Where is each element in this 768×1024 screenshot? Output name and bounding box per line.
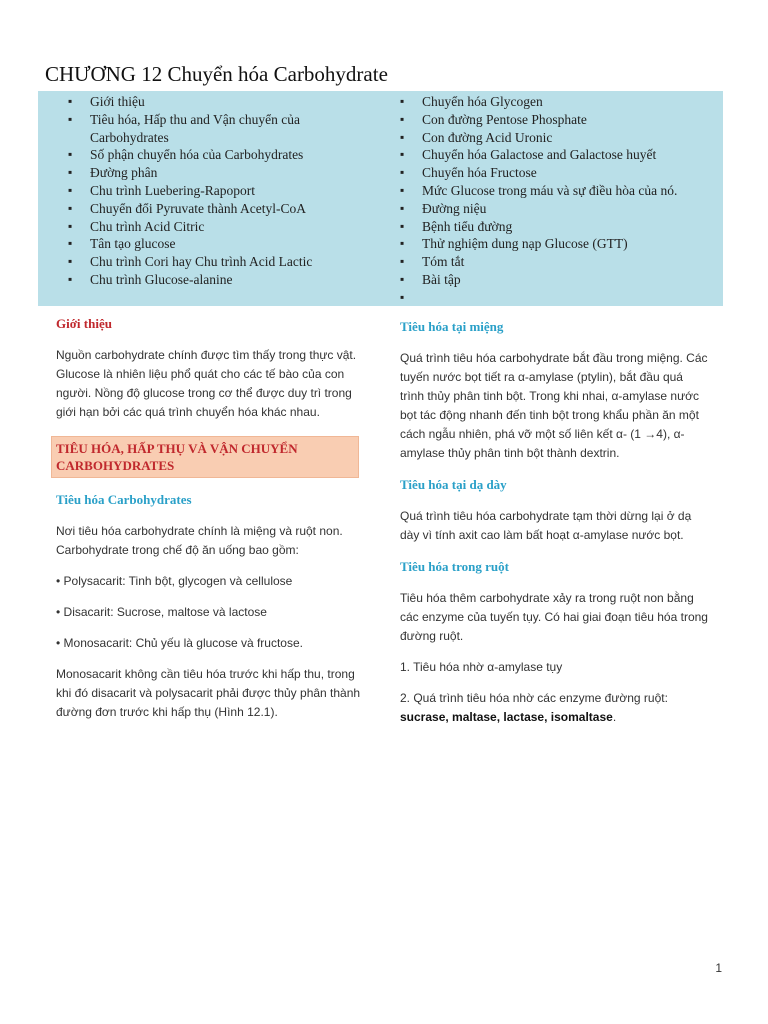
step-two-text: 2. Quá trình tiêu hóa nhờ các enzyme đường ruột:: [400, 691, 668, 705]
page-title: CHƯƠNG 12 Chuyển hóa Carbohydrate: [45, 62, 388, 87]
bullet-disaccharide: • Disacarit: Sucrose, maltose và lactose: [56, 605, 267, 619]
toc-item[interactable]: ▪ Chuyển hóa Glycogen: [400, 93, 718, 111]
toc-item[interactable]: ▪ Chu trình Acid Citric: [68, 218, 368, 236]
intestine-paragraph: Tiêu hóa thêm carbohydrate xảy ra trong ruột non bằng các enzyme của tuyến tụy. Có hai giai đoạn tiêu hóa trong đường ruột.: [400, 591, 708, 643]
toc-item[interactable]: ▪ Số phận chuyển hóa của Carbohydrates: [68, 146, 368, 164]
intestine-heading: Tiêu hóa trong ruột: [400, 559, 509, 574]
toc-item[interactable]: ▪ Giới thiệu: [68, 93, 368, 111]
toc-item[interactable]: ▪ Chuyển đổi Pyruvate thành Acetyl-CoA: [68, 200, 368, 218]
enzyme-list: sucrase, maltase, lactase, isomaltase: [400, 710, 613, 724]
bullet-monosaccharide: • Monosacarit: Chủ yếu là glucose và fructose.: [56, 636, 303, 650]
right-column: [400, 316, 710, 727]
toc-item[interactable]: ▪ Đường phân: [68, 164, 368, 182]
intro-heading: Giới thiệu: [56, 316, 112, 331]
enzyme-list-end: .: [612, 710, 617, 724]
toc-item[interactable]: ▪ Chu trình Cori hay Chu trình Acid Lactic: [68, 253, 368, 271]
toc-item[interactable]: ▪ Chu trình Glucose-alanine: [68, 271, 368, 289]
step-two: [400, 689, 710, 727]
digestion-paragraph: Nơi tiêu hóa carbohydrate chính là miệng và ruột non. Carbohydrate trong chế độ ăn uống bao gồm:: [56, 524, 343, 557]
toc-left-column: [68, 93, 368, 289]
step-one: 1. Tiêu hóa nhờ α-amylase tụy: [400, 660, 563, 674]
toc-item[interactable]: ▪ Con đường Pentose Phosphate: [400, 111, 718, 129]
intro-paragraph: Nguồn carbohydrate chính được tìm thấy trong thực vật. Glucose là nhiên liệu phổ quát cho các tế bào của con người. Nồng độ glucose trong cơ thể được duy trì trong giới hạn bởi các quá trình chuyển hóa khác nhau.: [56, 348, 357, 419]
section-heading-banner: TIÊU HÓA, HẤP THỤ VÀ VẬN CHUYỂN CARBOHYDRATES: [51, 436, 359, 478]
toc-item[interactable]: ▪ Thử nghiệm dung nạp Glucose (GTT): [400, 235, 718, 253]
toc-item[interactable]: ▪ Tiêu hóa, Hấp thu and Vận chuyển của Carbohydrates: [68, 111, 368, 147]
page-number: 1: [715, 961, 722, 975]
left-column: [56, 316, 364, 722]
toc-item[interactable]: ▪ Tóm tắt: [400, 253, 718, 271]
toc-item[interactable]: ▪ Bài tập: [400, 271, 718, 289]
toc-item[interactable]: ▪ Chuyển hóa Galactose and Galactose huyết: [400, 146, 718, 164]
toc-item[interactable]: ▪ Bệnh tiểu đường: [400, 218, 718, 236]
toc-item[interactable]: ▪ Chu trình Luebering-Rapoport: [68, 182, 368, 200]
closing-paragraph: Monosacarit không cần tiêu hóa trước khi hấp thu, trong khi đó disacarit và polysacarit phải được thủy phân thành đường đơn trước khi hấp thụ (Hình 12.1).: [56, 667, 361, 719]
toc-item[interactable]: ▪ Chuyển hóa Fructose: [400, 164, 718, 182]
toc-item[interactable]: ▪ Con đường Acid Uronic: [400, 129, 718, 147]
table-of-contents: [38, 91, 723, 306]
stomach-heading: Tiêu hóa tại dạ dày: [400, 477, 507, 492]
toc-right-column: [400, 93, 718, 289]
toc-item[interactable]: ▪ Đường niệu: [400, 200, 718, 218]
toc-item[interactable]: ▪ Tân tạo glucose: [68, 235, 368, 253]
toc-item[interactable]: ▪ Mức Glucose trong máu và sự điều hòa của nó.: [400, 182, 718, 200]
digestion-heading: Tiêu hóa Carbohydrates: [56, 492, 192, 507]
mouth-heading: Tiêu hóa tại miệng: [400, 319, 504, 334]
stomach-paragraph: Quá trình tiêu hóa carbohydrate tạm thời dừng lại ở dạ dày vì tính axit cao làm bất hoạt α-amylase nước bọt.: [400, 509, 692, 542]
mouth-paragraph: Quá trình tiêu hóa carbohydrate bắt đầu trong miệng. Các tuyến nước bọt tiết ra α-amylase (ptylin), bắt đầu quá trình thủy phân tinh bột. Trong khi nhai, α-amylase nước bọt tác động nhanh đến tinh bột trong khẩu phần ăn một cách ngẫu nhiên, phá vỡ một số liên kết α- (1 →4), α-amylase thủy phân tinh bột thành dextrin.: [400, 351, 708, 460]
bullet-polysaccharide: • Polysacarit: Tinh bột, glycogen và cellulose: [56, 574, 293, 588]
